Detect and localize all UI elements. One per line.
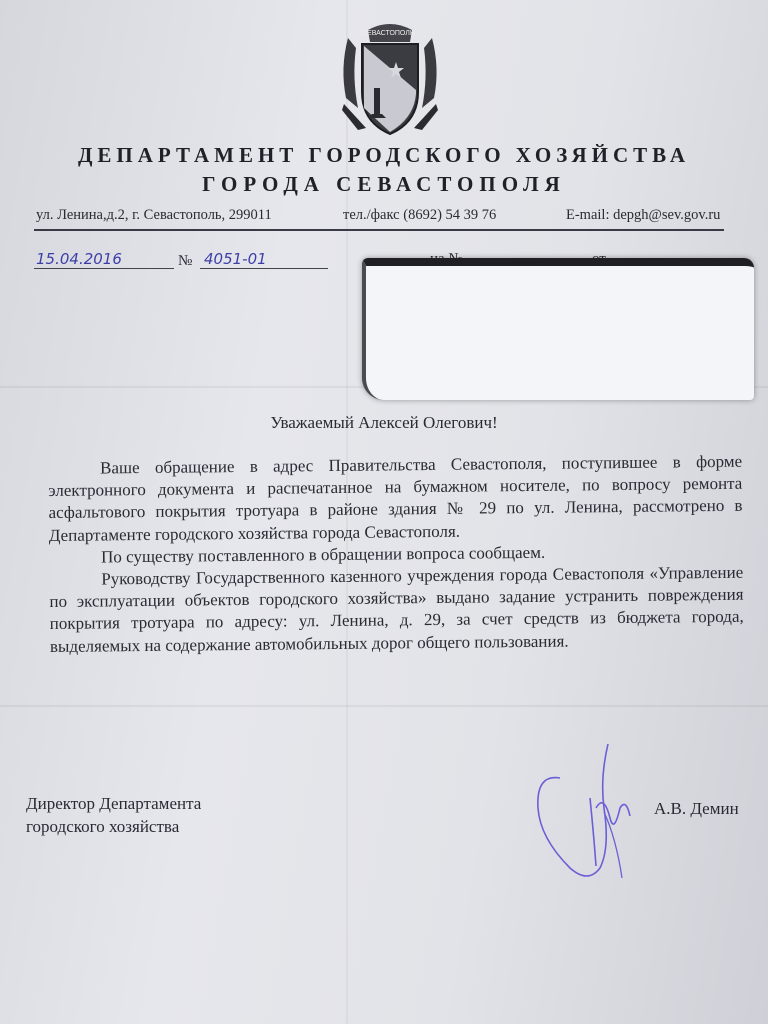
outgoing-number: 4051-01 bbox=[204, 250, 267, 268]
department-address: ул. Ленина,д.2, г. Севастополь, 299011 bbox=[36, 207, 272, 223]
number-label: № bbox=[178, 253, 193, 269]
signatory-title-line2: городского хозяйства bbox=[26, 817, 180, 836]
department-city: ГОРОДА СЕВАСТОПОЛЯ bbox=[202, 172, 566, 196]
signatory-name: А.В. Демин bbox=[654, 799, 739, 818]
salutation: Уважаемый Алексей Олегович! bbox=[270, 413, 498, 432]
signatory-title bbox=[26, 792, 201, 838]
emblem-caption: СЕВАСТОПОЛЬ bbox=[362, 30, 415, 37]
department-phone: тел./факс (8692) 54 39 76 bbox=[343, 207, 497, 223]
paragraph-statement: По существу поставленного в обращении вопроса сообщаем. bbox=[100, 542, 546, 567]
redacted-recipient-block bbox=[362, 258, 754, 400]
department-email: E-mail: depgh@sev.gov.ru bbox=[566, 207, 721, 223]
header-rule bbox=[34, 229, 724, 231]
outgoing-date: 15.04.2016 bbox=[36, 250, 122, 268]
fold-line bbox=[0, 705, 768, 707]
signatory-title-line1: Директор Департамента bbox=[26, 794, 202, 813]
date-line bbox=[34, 268, 174, 269]
paragraph-appeal: Ваше обращение в адрес Правительства Севастополя, поступившее в форме электронного документа и распечатанное на бумажном носителе, по вопросу ремонта асфальтового покрытия тротуара в районе здания № 29 по ул. Ленина, рассмотрено в Департаменте городского хозяйства города Севастополя. bbox=[48, 451, 743, 545]
handwritten-signature bbox=[530, 738, 660, 888]
paragraph-decision: Руководству Государственного казенного учреждения города Севастополя «Управление по эксплуатации объектов городского хозяйства» выдано задание устранить повреждения покрытия тротуара по адресу: ул. Ленина, д. 29, за счет средств из бюджета города, выделяемых на содержание автомобильных дорог общего пользования. bbox=[49, 562, 744, 656]
number-line bbox=[200, 268, 328, 269]
letter-body bbox=[48, 451, 744, 658]
department-title: ДЕПАРТАМЕНТ ГОРОДСКОГО ХОЗЯЙСТВА bbox=[77, 143, 691, 167]
